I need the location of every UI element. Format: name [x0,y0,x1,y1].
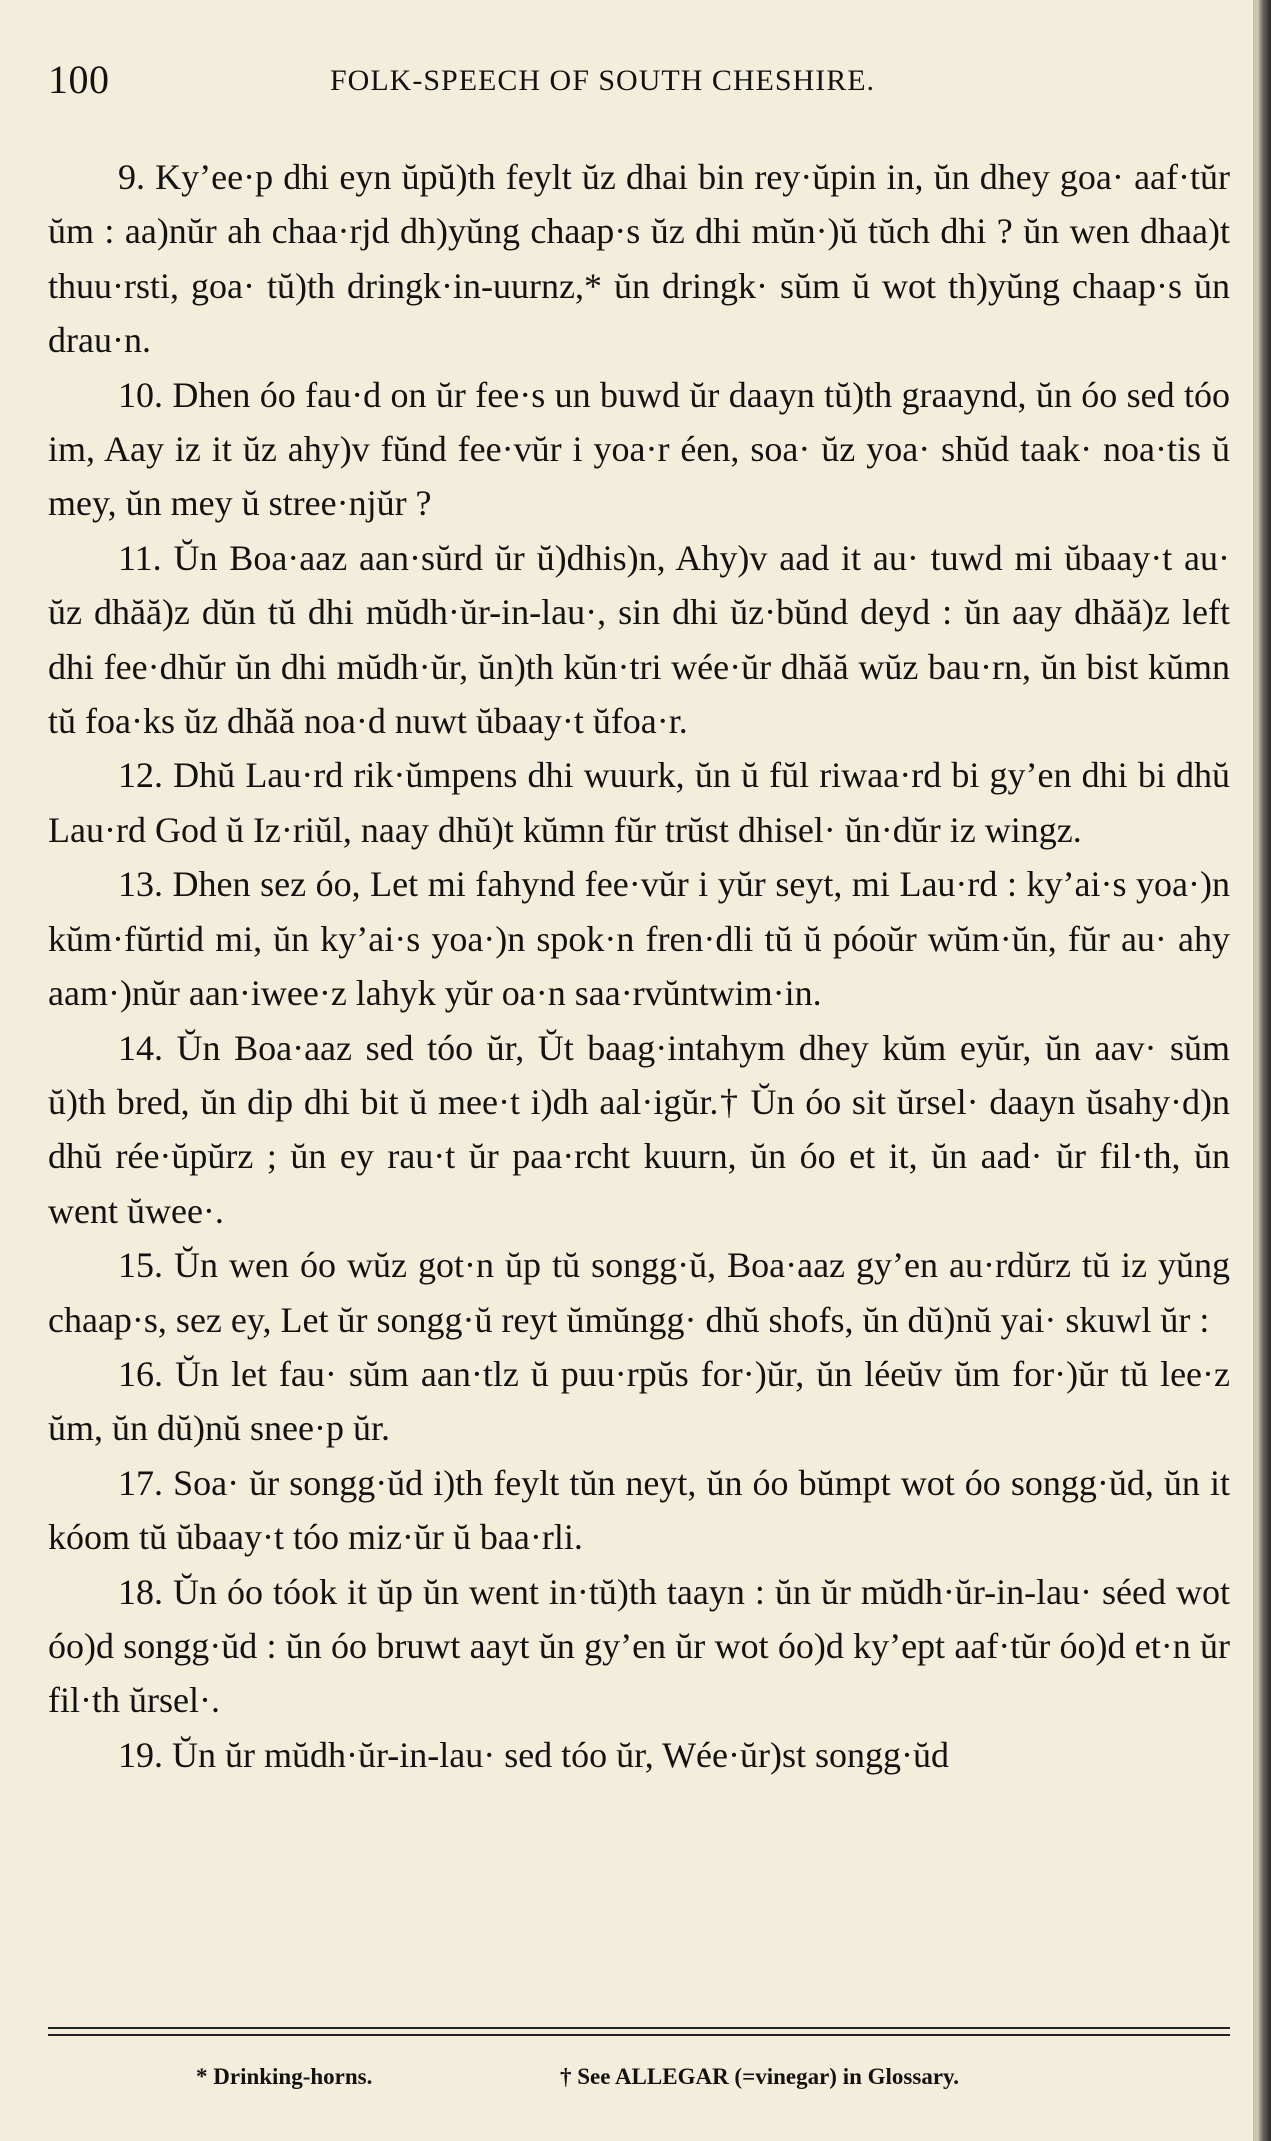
main-text [48,150,1230,1782]
verse-12: 12. Dhŭ Lau·rd rik·ŭmpens dhi wuurk, ŭn ŭ fŭl riwaa·rd bi gy’en dhi bi dhŭ Lau·rd God ŭ Iz·riŭl, naay dhŭ)t kŭmn fŭr trŭst dhisel· ŭn·dŭr iz wingz. [48,755,1230,850]
verse-10: 10. Dhen óo fau·d on ŭr fee·s un buwd ŭr daayn tŭ)th graaynd, ŭn óo sed tóo im, Aay iz it ŭz ahy)v fŭnd fee·vŭr i yoa·r éen, soa· ŭz yoa· shŭd taak· noa·tis ŭ mey, ŭn mey ŭ stree·njŭr ? [48,374,1230,524]
page-header [48,56,1218,106]
verse-18: 18. Ŭn óo tóok it ŭp ŭn went in·tŭ)th taayn : ŭn ŭr mŭdh·ŭr-in-lau· séed wot óo)d songg·ŭd : ŭn óo bruwt aayt ŭn gy’en ŭr wot óo)d ky’ept aaf·tŭr óo)d et·n ŭr fil·th ŭrsel·. [48,1571,1230,1721]
verse-15: 15. Ŭn wen óo wŭz got·n ŭp tŭ songg·ŭ, Boa·aaz gy’en au·rdŭrz tŭ iz yŭng chaap·s, sez ey, Let ŭr songg·ŭ reyt ŭmŭngg· dhŭ shofs, ŭn dŭ)nŭ yai· skuwl ŭr : [48,1245,1230,1340]
footnote-rule-bottom [48,2034,1230,2036]
verse-17: 17. Soa· ŭr songg·ŭd i)th feylt tŭn neyt, ŭn óo bŭmpt wot óo songg·ŭd, ŭn it kóom tŭ ŭbaay·t tóo miz·ŭr ŭ baa·rli. [48,1462,1230,1558]
footnote-rule-top [48,2027,1230,2029]
verse-9: 9. Ky’ee·p dhi eyn ŭpŭ)th feylt ŭz dhai bin rey·ŭpin in, ŭn dhey goa· aaf·tŭr ŭm : aa)nŭr ah chaa·rjd dh)yŭng chaap·s ŭz dhi mŭn·)ŭ tŭch dhi ? ŭn wen dhaa)t thuu·rsti, goa· tŭ)th dringk·in-uurnz,* ŭn dringk· sŭm ŭ wot th)yŭng chaap·s ŭn drau·n. [48,157,1230,361]
page-number: 100 [48,57,110,102]
verse-11: 11. Ŭn Boa·aaz aan·sŭrd ŭr ŭ)dhis)n, Ahy)v aad it au· tuwd mi ŭbaay·t au· ŭz dhăă)z dŭn tŭ dhi mŭdh·ŭr-in-lau·, sin dhi ŭz·bŭnd deyd : ŭn aay dhăă)z left dhi fee·dhŭr ŭn dhi mŭdh·ŭr, ŭn)th kŭn·tri wée·ŭr dhăă wŭz bau·rn, ŭn bist kŭmn tŭ foa·ks ŭz dhăă noa·d nuwt ŭbaay·t ŭfoa·r. [48,537,1230,742]
footnote-allegar: † See ALLEGAR (=vinegar) in Glossary. [560,2064,960,2089]
book-spine-edge [1257,0,1271,2141]
verse-19: 19. Ŭn ŭr mŭdh·ŭr-in-lau· sed tóo ŭr, Wée·ŭr)st songg·ŭd [118,1734,949,1775]
footnote-drinking-horns: * Drinking-horns. [196,2064,373,2089]
footnotes [48,2064,1230,2104]
verse-14: 14. Ŭn Boa·aaz sed tóo ŭr, Ŭt baag·intahym dhey kŭm eyŭr, ŭn aav· sŭm ŭ)th bred, ŭn dip dhi bit ŭ mee·t i)dh aal·igŭr.† Ŭn óo sit ŭrsel· daayn ŭsahy·d)n dhŭ rée·ŭpŭrz ; ŭn ey rau·t ŭr paa·rcht kuurn, ŭn óo et it, ŭn aad· ŭr fil·th, ŭn went ŭwee·. [48,1027,1230,1231]
verse-16: 16. Ŭn let fau· sŭm aan·tlz ŭ puu·rpŭs for·)ŭr, ŭn léeŭv ŭm for·)ŭr tŭ lee·z ŭm, ŭn dŭ)nŭ snee·p ŭr. [48,1353,1230,1449]
running-head: FOLK-SPEECH OF SOUTH CHESHIRE. [330,64,876,97]
verse-13: 13. Dhen sez óo, Let mi fahynd fee·vŭr i yŭr seyt, mi Lau·rd : ky’ai·s yoa·)n kŭm·fŭrtid mi, ŭn ky’ai·s yoa·)n spok·n fren·dli tŭ ŭ póoŭr wŭm·ŭn, fŭr au· ahy aam·)nŭr aan·iwee·z lahyk yŭr oa·n saa·rvŭntwim·in. [48,864,1230,1014]
